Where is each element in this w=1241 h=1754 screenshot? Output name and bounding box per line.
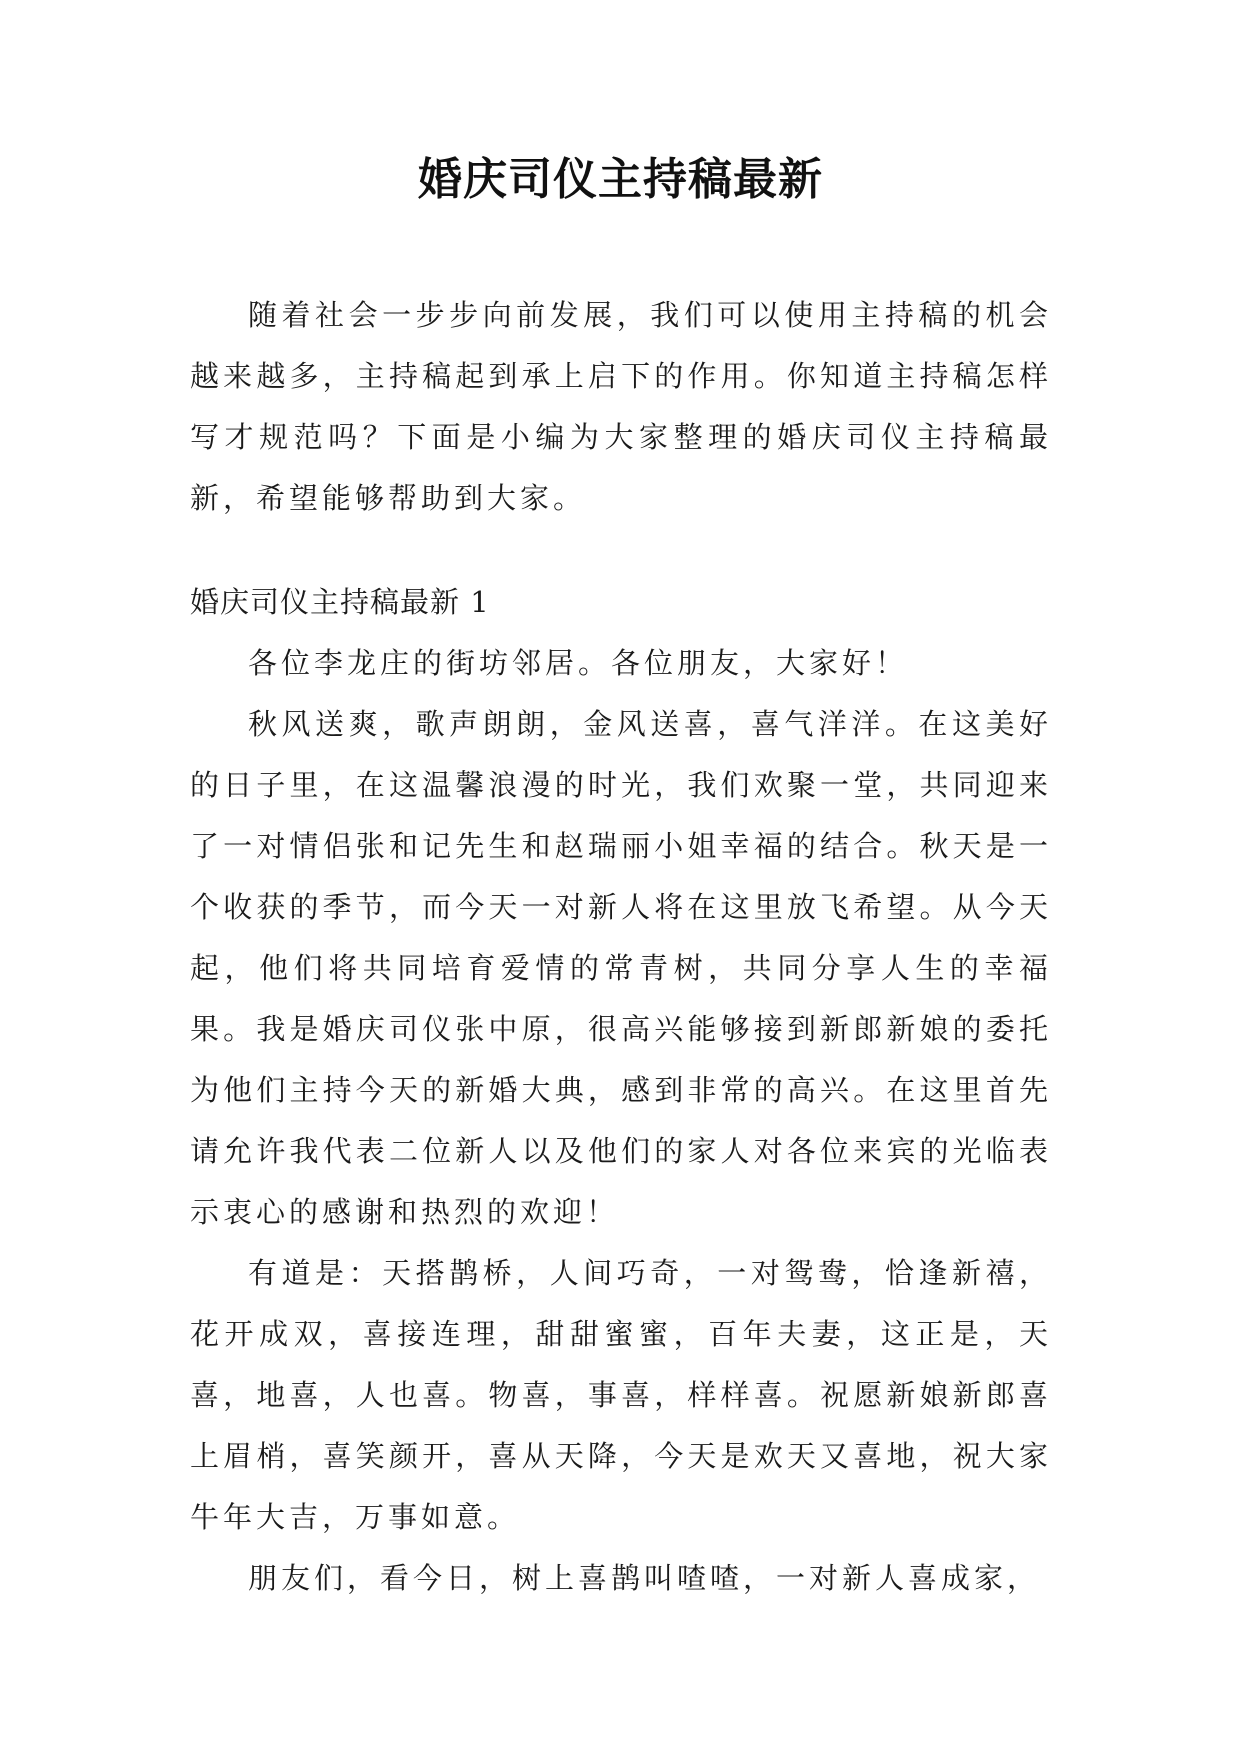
paragraph-greeting: 各位李龙庄的街坊邻居。各位朋友，大家好！	[248, 646, 909, 680]
paragraph-blessing: 有道是：天搭鹊桥，人间巧奇，一对鸳鸯，恰逢新禧，花开成双，喜接连理，甜甜蜜蜜，百年夫妻，这正是，天喜，地喜，人也喜。物喜，事喜，样样喜。祝愿新娘新郎喜上眉梢，喜笑颜开，喜从天降，今天是欢天又喜地，祝大家牛年大吉，万事如意。	[190, 1256, 1052, 1534]
paragraph-opening: 秋风送爽，歌声朗朗，金风送喜，喜气洋洋。在这美好的日子里，在这温馨浪漫的时光，我们欢聚一堂，共同迎来了一对情侣张和记先生和赵瑞丽小姐幸福的结合。秋天是一个收获的季节，而今天一对新人将在这里放飞希望。从今天起，他们将共同培育爱情的常青树，共同分享人生的幸福果。我是婚庆司仪张中原，很高兴能够接到新郎新娘的委托为他们主持今天的新婚大典，感到非常的高兴。在这里首先请允许我代表二位新人以及他们的家人对各位来宾的光临表示衷心的感谢和热烈的欢迎！	[190, 707, 1052, 1229]
section-heading: 婚庆司仪主持稿最新 1	[190, 585, 490, 619]
intro-block	[190, 285, 1052, 529]
section-1	[190, 572, 1052, 1609]
intro-paragraph: 随着社会一步步向前发展，我们可以使用主持稿的机会越来越多，主持稿起到承上启下的作用。你知道主持稿怎样写才规范吗？下面是小编为大家整理的婚庆司仪主持稿最新，希望能够帮助到大家。	[190, 298, 1052, 515]
document-title: 婚庆司仪主持稿最新	[418, 154, 823, 205]
paragraph-friends: 朋友们，看今日，树上喜鹊叫喳喳，一对新人喜成家，	[248, 1561, 1041, 1595]
